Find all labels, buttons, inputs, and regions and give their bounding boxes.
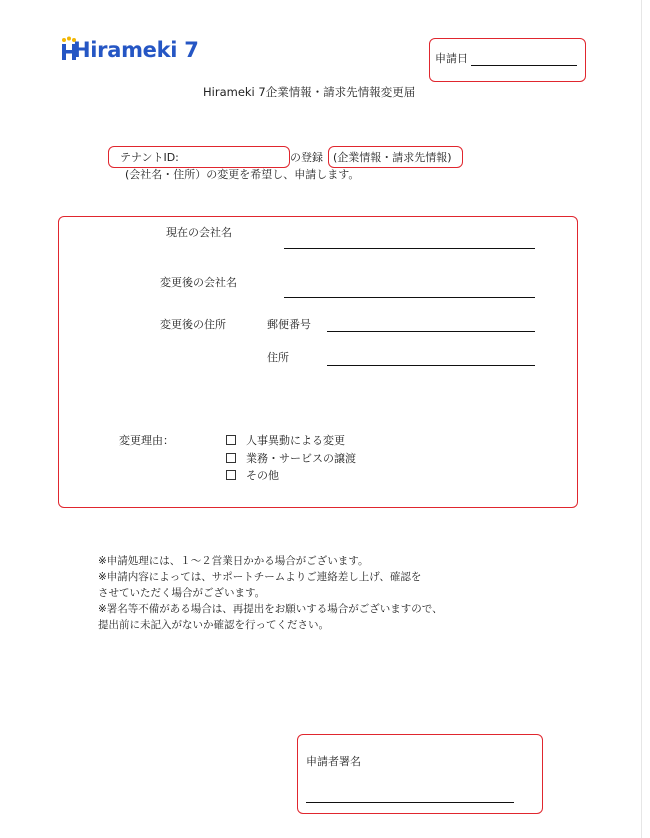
current-company-field[interactable]: [284, 248, 535, 249]
current-company-label: 現在の会社名: [166, 226, 232, 239]
form-title: Hirameki 7企業情報・請求先情報変更届: [203, 85, 416, 99]
postal-code-label: 郵便番号: [267, 318, 311, 331]
signature-field[interactable]: [306, 802, 514, 803]
tenant-id-label: テナントID:: [120, 151, 179, 164]
reason-option-personnel[interactable]: [226, 434, 345, 448]
checkbox[interactable]: [226, 435, 236, 445]
note-line: 提出前に未記入がないか確認を行ってください。: [98, 619, 329, 631]
postal-code-field[interactable]: [327, 331, 535, 332]
logo: Hirameki 7: [73, 38, 199, 62]
reason-option-label: 人事異動による変更: [246, 434, 345, 447]
intro-line-2: (会社名・住所）の変更を希望し、申請します。: [125, 168, 360, 181]
signature-label: 申請者署名: [306, 755, 361, 768]
address-field[interactable]: [327, 365, 535, 366]
new-address-label: 変更後の住所: [160, 318, 226, 331]
address-label: 住所: [267, 351, 289, 364]
registration-type: (企業情報・請求先情報): [333, 151, 452, 164]
reason-option-label: その他: [246, 469, 279, 482]
note-line: ※申請内容によっては、サポートチームよりご連絡差し上げ、確認を: [98, 571, 422, 583]
new-company-field[interactable]: [284, 297, 535, 298]
checkbox[interactable]: [226, 470, 236, 480]
page-edge: [641, 0, 642, 838]
application-date-label: 申請日: [435, 52, 468, 65]
reason-option-transfer[interactable]: [226, 452, 356, 466]
reason-option-other[interactable]: [226, 469, 279, 483]
note-line: ※署名等不備がある場合は、再提出をお願いする場合がございますので、: [98, 603, 443, 615]
registration-text: の登録: [290, 151, 323, 164]
note-line: ※申請処理には、１～２営業日かかる場合がございます。: [98, 555, 369, 567]
note-line: させていただく場合がございます。: [98, 587, 266, 599]
new-company-label: 変更後の会社名: [160, 276, 237, 289]
application-date-field[interactable]: [471, 65, 577, 66]
reason-option-label: 業務・サービスの譲渡: [246, 452, 356, 465]
checkbox[interactable]: [226, 453, 236, 463]
reason-label: 変更理由：: [119, 434, 174, 447]
